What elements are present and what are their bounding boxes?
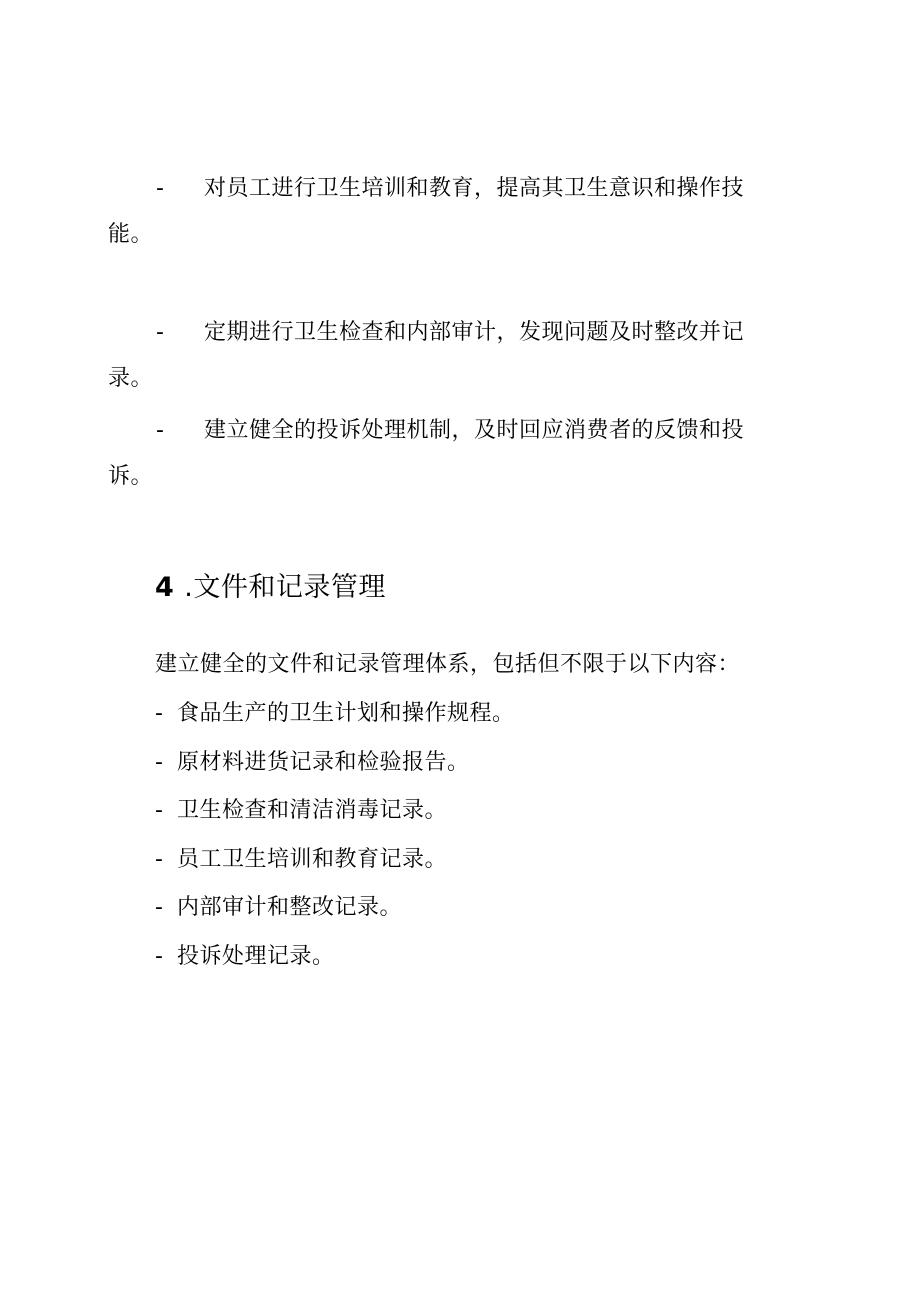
paragraph-text: 对员工进行卫生培训和教育，提高其卫生意识和操作技能。 [108, 176, 745, 247]
dash-bullet: - [156, 320, 165, 345]
dash-bullet: - [156, 176, 165, 201]
dash-bullet: - [156, 418, 165, 443]
intro-text: 建立健全的文件和记录管理体系，包括但不限于以下内容： [155, 652, 741, 677]
bullet-paragraph [108, 408, 776, 500]
list-item [155, 787, 515, 836]
bullet-paragraph [108, 166, 776, 258]
dash-bullet: - [155, 701, 164, 726]
list-item [155, 739, 515, 788]
dash-bullet: - [155, 943, 164, 969]
dash-bullet: - [155, 749, 164, 775]
section-number: 4 [155, 572, 175, 603]
list-item-text: 原材料进货记录和检验报告。 [177, 749, 470, 775]
dash-bullet: - [155, 798, 164, 823]
list-item-text: 卫生检查和清洁消毒记录。 [177, 798, 448, 823]
paragraph-text: 建立健全的投诉处理机制，及时回应消费者的反馈和投诉。 [108, 418, 745, 489]
list-item [155, 884, 515, 933]
list-item-text: 员工卫生培训和教育记录。 [177, 846, 448, 872]
list-item-text: 内部审计和整改记录。 [177, 895, 403, 920]
record-list [155, 690, 515, 981]
bullet-paragraph [108, 310, 776, 402]
list-item [155, 836, 515, 885]
paragraph-text: 定期进行卫生检查和内部审计，发现问题及时整改并记录。 [108, 320, 745, 391]
dash-bullet: - [155, 846, 164, 872]
list-item [155, 933, 515, 982]
list-item-text: 食品生产的卫生计划和操作规程。 [177, 701, 515, 726]
dash-bullet: - [155, 895, 164, 920]
list-item-text: 投诉处理记录。 [177, 943, 335, 969]
section-title: .文件和记录管理 [184, 572, 386, 603]
list-item [155, 690, 515, 739]
section-heading [155, 566, 386, 610]
